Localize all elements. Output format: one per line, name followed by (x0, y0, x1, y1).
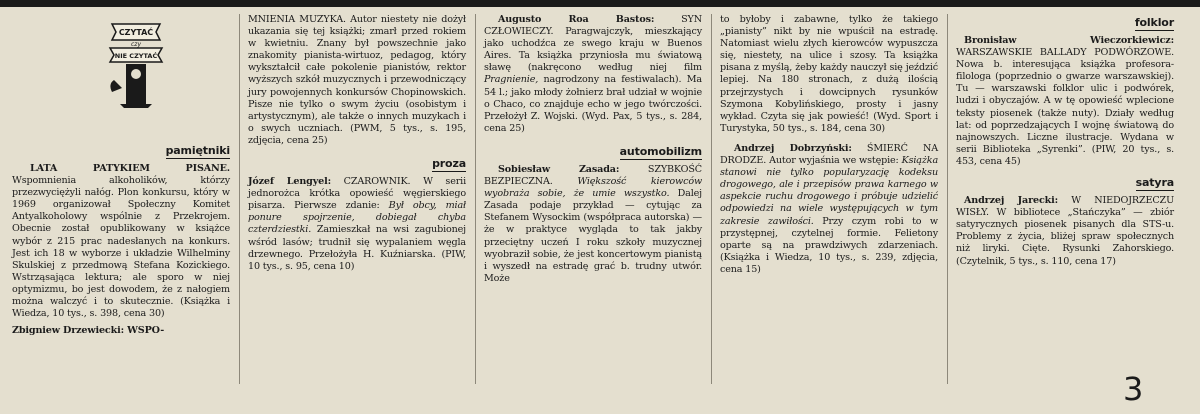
article-wspomnienia-lead: Zbigniew Drzewiecki: WSPO- (12, 325, 165, 337)
column-2 (248, 14, 466, 273)
svg-text:NIE CZYTAĆ: NIE CZYTAĆ (114, 52, 158, 60)
column-rule (947, 14, 948, 384)
section-heading-satyra: satyra (1135, 176, 1174, 190)
section-heading-folklor: folklor (1134, 16, 1174, 29)
svg-text:czy: czy (131, 41, 141, 48)
section-heading-automobilizm: automobilizm (619, 144, 702, 158)
svg-text:CZYTAĆ: CZYTAĆ (118, 28, 154, 37)
column-rule (475, 14, 476, 384)
article-syn-czlowieczy: Augusto Roa Bastos: SYN CZŁOWIECZY. Paragwajczyk, mieszkający jako uchodźca ze swego kraju w Buenos Aires. Ta książka przyniosła mu światową sławę (nakręcono według niej film Pragnienie, nagrodzony na festiwalach). Ma 54 l.; jako młody żołnierz brał udział w wojnie o Chaco, co znajduje echo w jego twórczości. Przełożył Z. Wojski. (Wyd. Pax, 5 tys., s. 284, cena 25) (484, 14, 703, 134)
article-w-niedorzeczu-wisly: Andrzej Jarecki: W NIEDOJRZECZU WISŁY. W bibliotece „Stańczyka” — zbiór satyrycznych piosenek pisanych dla STS-u. Problemy z życia, bliżej spraw społecznych niż liryki. Cięte. Rysunki Zahorskiego. (Czytelnik, 5 tys., s. 110, cena 17) (956, 195, 1175, 267)
article-warszawskie-ballady: Bronisław Wieczorkiewicz: WARSZAWSKIE BALLADY PODWÓRZOWE. Nowa b. interesująca książka profesora-filologa (poprzednio o gwarze warszawskiej). Tu — warszawski folklor ulic i podwórek, ludzi i obyczajów. A w tę opowieść wplecione teksty piosenek (także nuty). Działy według lat: od poprzedzających I wojnę światową do najnowszych. Liczne ilustracje. Wydana w serii Biblioteka „Syrenki”. (PIW, 20 tys., s. 453, cena 45) (956, 35, 1174, 167)
article-smierc-na-drodze: Andrzej Dobrzyński: ŚMIERĆ NA DRODZE. Autor wyjaśnia we wstępie: Książka stanowi nie tylko popularyzację kodeksu drogowego, ale i przepisów prawa karnego w aspekcie ruchu drogowego i próbuje udzielić odpowiedzi na wiele występujących w tym zakresie zawiłości. Przy czym robi to w przystępnej, czytelnej formie. Felietony oparte są na prawdziwych zdarzeniach. (Książka i Wiedza, 10 tys., s. 239, zdjęcia, cena 15) (720, 142, 939, 275)
article-lata-patykiem: LATA PATYKIEM PISANE. Wspomnienia alkoholików, którzy przezwyciężyli nałóg. Plon konkursu, który w 1969 organizował Społeczny Komitet Antyalkoholowy wspólnie z Przekrojem. Obecnie został opublikowany w książce wybór z 215 prac nadesłanych na konkurs. Jest ich 18 w wyborze i układzie Wilhelminy Skulskiej z przedmową Stefana Kozickiego. Wstrząsająca lektura; ale sporo w niej optymizmu, bo jest dowodem, że z nałogiem można walczyć i to skutecznie. (Książka i Wiedza, 10 tys., s. 398, cena 30) (12, 163, 230, 320)
article-czarownik: Józef Lengyel: CZAROWNIK. W serii jednorożca krótka opowieść węgierskiego pisarza. Pierwsze zdanie: Był obcy, miał ponure spojrzenie, dobiegał chyba czterdziestki. Zamieszkał na wsi zagubionej wśród lasów; trudnił się wypalaniem węgla drzewnego. Przełożyła H. Kuźniarska. (PIW, 10 tys., s. 95, cena 10) (248, 176, 467, 272)
article-szybkosc-continued: to byłoby i zabawne, tylko że takiego „pianisty” nikt by nie wpuścił na estradę. Natomiast wielu złych kierowców wypuszcza się, niestety, na ulice i szosy. Ta książka pisana z myślą, żeby każdy nauczył się jeździć lepiej. Na 180 stronach, z dużą ilością przejrzystych i dowcipnych rysunków Szymona Kobylińskiego, prosty i jasny wykład. Czyta się jak powieść! (Wyd. Sport i Turystyka, 50 tys., s. 184, cena 30) (720, 14, 938, 134)
column-3 (484, 14, 702, 285)
article-wspomnienia-muzyka: MNIENIA MUZYKA. Autor niestety nie dożył ukazania się tej książki; zmarł przed rokiem w kwietniu. Znany był powszechnie jako znakomity pianista-wirtuoz, pedagog, który wykształcił całe pokolenie pianistów, rektor wyższych szkół muzycznych i przewodniczący jury powojennych konkursów Chopinowskich. Pisze nie tylko o swym życiu (osobistym i artystycznym), ale także o innych muzykach i o swych uczniach. (PWM, 5 tys., s. 195, zdjęcia, cena 25) (248, 14, 466, 146)
page-number: 3 (1123, 370, 1144, 408)
top-border (0, 0, 1200, 7)
article-szybkosc-bezpieczna: Sobiesław Zasada: SZYBKOŚĆ BEZPIECZNA. Większość kierowców wyobraża sobie, że umie wszystko. Dalej Zasada podaje przykład — cytując za Stefanem Wysockim (współpraca autorska) — że w praktyce wygląda to tak jakby przeciętny uczeń I roku szkoły muzycznej wyobraził sobie, że jest koncertowym pianistą i wyszedł na estradę grać b. trudny utwór. Może (484, 163, 703, 284)
column-4 (720, 14, 938, 276)
column-1 (12, 14, 230, 337)
section-heading-proza: proza (432, 157, 466, 171)
column-rule (711, 14, 712, 384)
section-heading-pamietniki: pamiętniki (165, 144, 230, 157)
column-rule (239, 14, 240, 384)
column-5 (956, 14, 1174, 268)
